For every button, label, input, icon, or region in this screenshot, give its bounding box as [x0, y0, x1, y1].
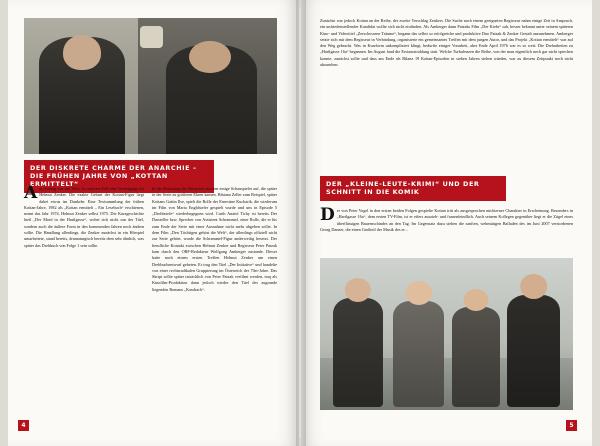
page-number-left: 4	[18, 420, 29, 431]
left-column-2	[152, 186, 277, 297]
left-page-headline: DER DISKRETE CHARME DER ANARCHIE – DIE FRÜHEN JAHRE VON „KOTTAN ERMITTELT“	[24, 160, 214, 193]
person	[507, 295, 560, 407]
paragraph: Am Anfang war das Wort. In unserem Fall eine Verneigung vor Helmut Zenker. Die exakte Geburt der Kottan-Figur liegt dabei etwas im Dunkeln: Eine Textsammlung der frühen Kottan-Jahre, 1982 als „Kottan ermittelt – Ein Lesebuch“ erschienen, nennt das Jahr 1974, Helmut Zenker selbst 1975. Die Kurzgeschichte hieß „Der Mord in der Hartlgasse“, wobei sich nicht nur der Titel, sondern auch die äußere Form in den kommenden Jahren noch ändern sollte. Die Handlung allerdings, die Zenker zunächst in ein Hörspiel umarbeitete, stand bereits, dramaturgisch bereits dem sehr ähnlich, was später das Drehbuch von Folge 1 sein sollte.	[24, 183, 144, 248]
scan-edge-left	[0, 0, 8, 446]
photo-group	[320, 258, 573, 410]
person	[452, 307, 500, 407]
right-column-2	[320, 205, 573, 237]
right-page-headline: DER „KLEINE-LEUTE-KRIMI“ UND DER SCHNITT IN DIE KOMIK	[320, 176, 506, 201]
scan-edge-right	[592, 0, 600, 446]
book-gutter	[296, 0, 306, 446]
paragraph: Zunächst war jedoch Kottan an der Reihe, der zweite Vorschlag Zenkers. Die Suche nach einem geeigneten Regisseur nahm einige Zeit in Anspruch, ein unfriedenstellender Kandidat wollte sich nicht einfinden. Als Amberger dann Patzaks Film „Der Kiebr“ sah, besser bekannt unter seinem späteren Kino- und Videotitel „Zerschossene Träume“, begann das selbst so erfolgreiche und produktive Duo Patzak & Zenker Gestalt anzunehmen. Amberger setzte sich mit dem Regisseur in Verbindung, organisierte ein gemeinsames Treffen mit dem jungen Autor, und das Projekt „Kottan ermittelt“ war auf den Weg gebracht. Was in Kurzform unkompliziert klingt, bedurfte einiger Vorarbeit, aber Ende April 1976 war es so weit: Die Dreharbeiten zu „Hartlgasse 16a“ begannen. Im August fand die Erstausstrahlung statt. Welche Turbulenzen die Reihe, von der man eigentlich noch gar nicht sprechen konnte, zunächst sollte und dass am Ende als Bilanz 19 Kottan-Episoden in sieben Jahren stehen würden, war zu diesem Zeitpunkt noch nicht abzusehen.	[320, 18, 573, 68]
person	[393, 301, 444, 407]
page-number-right: 5	[566, 420, 577, 431]
photo-interview	[24, 18, 277, 154]
paragraph: Der von Peter Vogel in den ersten beiden Folgen gespielte Kottan tritt als ausgesprochen nüchterner Charakter in Erscheinung. Besonders in „Hartlgasse 16a“, dem ersten TV-Film, ist er eifers auszieh- und frauenfeindlich. Auch seinem Kollegen gegenüber liegt er die Zügel eines überflüssigen Bauernschindes an den Tag. Im Gegensatz dazu stehen die sanften, wehmütigen Balladen des im Juni 2007 verstorbenen Georg Danzer, die einen Großteil der Musik des er...	[320, 205, 573, 232]
left-column-1	[24, 183, 144, 252]
right-column-1	[320, 18, 573, 72]
paragraph: In der Besetzung des Hörspiels tauchen einige Schauspieler auf, die später in der Serie zu größeren Ehren kamen. Bibiana Zeller zum Beispiel, später Kottans Gattin Ilse, spielt die Rolle der Ernestine Kucharik, die wiederum im Film von Maria Engblstefer gespielt wurde und uns in Episode 5 „Drohbriefe“ wiederbegegnen wird. Curth Anatol Tichy ist bereits Der Darsteller bzw. Sprecher von Assistent Schrammel, einer Rolle, die er bis zum Ende der Serie mit einer Ausnahme nicht mehr abgeben sollte. In dem Film „Den Tüchtigen gehört die Welt“, der allerdings offiziell nicht zur Serie gehört, wurde die Schrammel-Figur anderweitig besetzt. Der berufliche Kontakt zwischen Helmut Zenker und Regisseur Peter Patzak kam durch den ORF-Redakteur Wolfgang Amberger zustande. Dieser hatte nach einem ersten Treffen Helmut Zenker um einen Drehbuchentwurf gebeten. Er trug den Titel „Der Initiative“ und handelte von einer rechtsradikalen Gruppierung im Österreich der 70er-Jahre. Das Skript sollte später tatsächlich von Peter Patzak verfilmt werden, traq als Kinofilm-Produktion dann jedoch wieder den Titel des zugrunde liegenden Romans „Kassbach“.	[152, 186, 277, 292]
person	[333, 298, 384, 407]
